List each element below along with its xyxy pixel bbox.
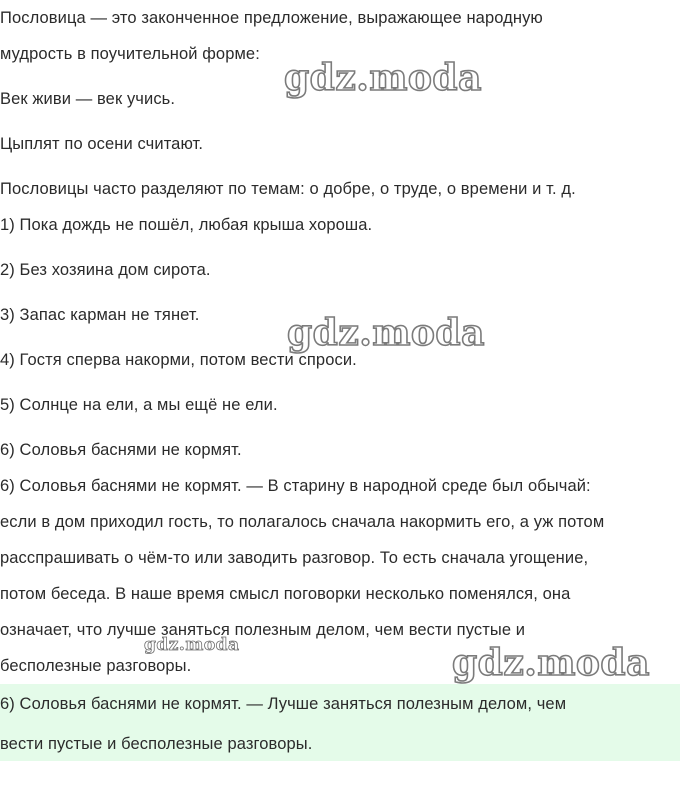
- themes-sentence: Пословицы часто разделяют по темам: о добре, о труде, о времени и т. д.: [0, 180, 576, 198]
- explanation-line-1: 6) Соловья баснями не кормят. — В старину в народной среде был обычай:: [0, 477, 591, 495]
- proverb-list-item-5: 5) Солнце на ели, а мы ещё не ели.: [0, 396, 278, 414]
- explanation-line-5: означает, что лучше заняться полезным делом, чем вести пустые и: [0, 621, 526, 639]
- proverb-list-item-3: 3) Запас карман не тянет.: [0, 306, 200, 324]
- proverb-list-item-1: 1) Пока дождь не пошёл, любая крыша хороша.: [0, 216, 373, 234]
- proverb-example-1: Век живи — век учись.: [0, 90, 176, 108]
- watermark-logo: gdz.moda: [284, 57, 482, 99]
- proverb-list-item-4: 4) Гостя сперва накорми, потом вести спроси.: [0, 351, 357, 369]
- explanation-line-2: если в дом приходил гость, то полагалось сначала накормить его, а уж потом: [0, 513, 605, 531]
- explanation-line-3: расспрашивать о чём-то или заводить разговор. То есть сначала угощение,: [0, 549, 589, 567]
- proverb-example-2: Цыплят по осени считают.: [0, 135, 204, 153]
- text-line-definition-2: мудрость в поучительной форме:: [0, 45, 260, 63]
- watermark-logo: gdz.moda: [452, 642, 650, 684]
- answer-line-1: 6) Соловья баснями не кормят. — Лучше заняться полезным делом, чем: [0, 695, 567, 713]
- answer-line-2: вести пустые и бесполезные разговоры.: [0, 735, 313, 753]
- proverb-list-item-2: 2) Без хозяина дом сирота.: [0, 261, 211, 279]
- text-line-definition-1: Пословица — это законченное предложение, выражающее народную: [0, 9, 543, 27]
- watermark-logo: gdz.moda: [144, 635, 240, 655]
- watermark-logo: gdz.moda: [287, 312, 485, 354]
- explanation-line-4: потом беседа. В наше время смысл поговорки несколько поменялся, она: [0, 585, 571, 603]
- explanation-line-6: бесполезные разговоры.: [0, 657, 192, 675]
- proverb-list-item-6: 6) Соловья баснями не кормят.: [0, 441, 242, 459]
